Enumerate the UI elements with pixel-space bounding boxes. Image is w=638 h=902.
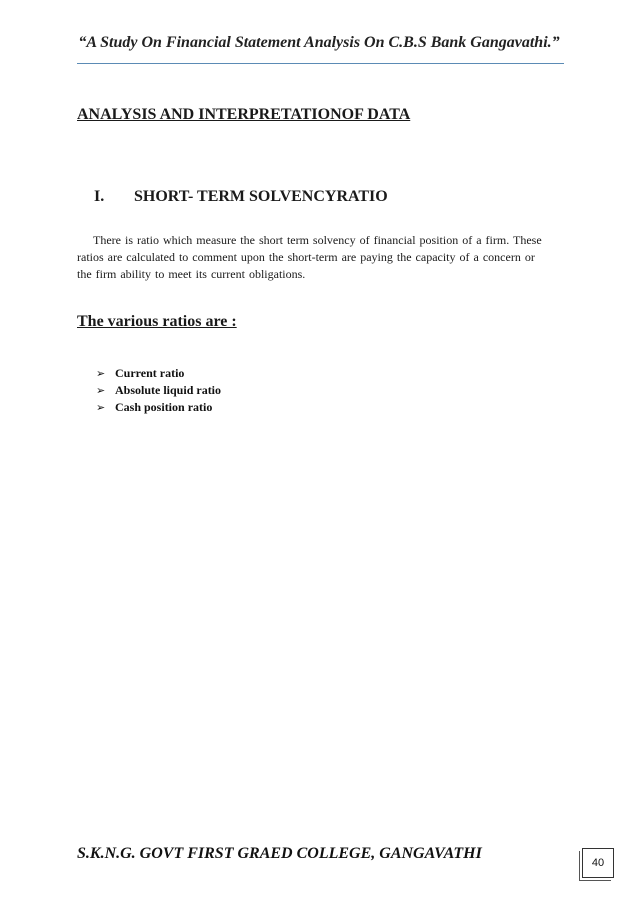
subsection-number: I. (94, 188, 105, 205)
document-header-title: “A Study On Financial Statement Analysis On C.B.S Bank Gangavathi.” (78, 34, 560, 51)
paragraph-line: There is ratio which measure the short term solvency of financial position of a firm. These (93, 233, 542, 247)
list-item (96, 399, 221, 416)
ratios-list (96, 365, 221, 416)
list-item-label: Current ratio (115, 366, 185, 380)
body-paragraph (77, 232, 564, 283)
arrow-bullet-icon: ➢ (96, 401, 106, 414)
page-number-box (582, 848, 614, 878)
paragraph-line: ratios are calculated to comment upon the short-term are paying the capacity of a concern or (77, 250, 535, 264)
subsection-title: SHORT- TERM SOLVENCYRATIO (134, 188, 388, 205)
header-divider (77, 63, 564, 64)
paragraph-line: the firm ability to meet its current obligations. (77, 267, 306, 281)
subsection-heading (94, 188, 388, 206)
page-number: 40 (591, 857, 605, 869)
arrow-bullet-icon: ➢ (96, 384, 106, 397)
list-item-label: Cash position ratio (115, 400, 213, 414)
ratios-list-heading: The various ratios are : (77, 313, 237, 330)
list-item-label: Absolute liquid ratio (115, 383, 222, 397)
arrow-bullet-icon: ➢ (96, 367, 106, 380)
list-item (96, 382, 221, 399)
list-item (96, 365, 221, 382)
footer-college-name: S.K.N.G. GOVT FIRST GRAED COLLEGE, GANGAVATHI (77, 845, 482, 862)
section-heading: ANALYSIS AND INTERPRETATIONOF DATA (77, 106, 411, 123)
